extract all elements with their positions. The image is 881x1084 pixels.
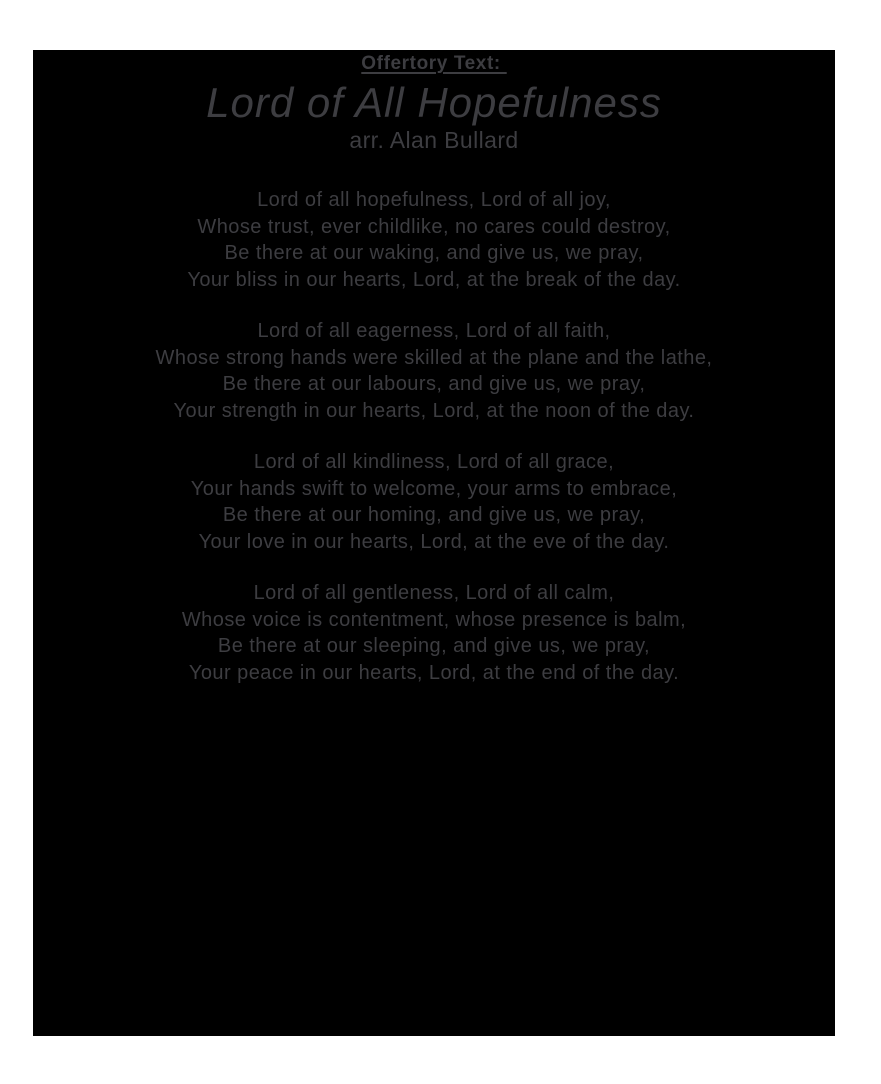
verse-line: Lord of all hopefulness, Lord of all joy, [257, 189, 611, 211]
verse-line: Your love in our hearts, Lord, at the eve of the day. [198, 530, 670, 553]
kicker-label: Offertory Text: [361, 53, 507, 74]
offertory-slide [33, 50, 835, 1036]
verse-line: Be there at our sleeping, and give us, we pray, [217, 635, 651, 657]
arranger-credit: arr. Alan Bullard [349, 127, 519, 153]
kicker-line [33, 50, 835, 74]
verses-block [33, 187, 835, 686]
verse-line: Lord of all gentleness, Lord of all calm, [253, 582, 615, 604]
verse-line: Your strength in our hearts, Lord, at the noon of the day. [173, 399, 695, 422]
hymn-title: Lord of All Hopefulness [206, 79, 662, 126]
verse-1 [33, 187, 835, 293]
verse-line: Whose strong hands were skilled at the plane and the lathe, [155, 346, 713, 369]
verse-line: Whose voice is contentment, whose presence is balm, [181, 608, 687, 631]
verse-line: Your peace in our hearts, Lord, at the end of the day. [188, 661, 680, 684]
verse-line: Lord of all eagerness, Lord of all faith, [257, 320, 611, 342]
verse-line: Be there at our labours, and give us, we pray, [222, 373, 646, 395]
verse-line: Your bliss in our hearts, Lord, at the break of the day. [187, 268, 681, 291]
verse-2 [33, 318, 835, 424]
verse-line: Whose trust, ever childlike, no cares could destroy, [197, 215, 671, 238]
verse-line: Lord of all kindliness, Lord of all grace, [253, 451, 615, 473]
verse-line: Be there at our waking, and give us, we pray, [224, 242, 644, 264]
verse-line: Be there at our homing, and give us, we pray, [222, 504, 646, 526]
verse-4 [33, 580, 835, 686]
verse-3 [33, 449, 835, 555]
verse-line: Your hands swift to welcome, your arms to embrace, [190, 477, 678, 500]
